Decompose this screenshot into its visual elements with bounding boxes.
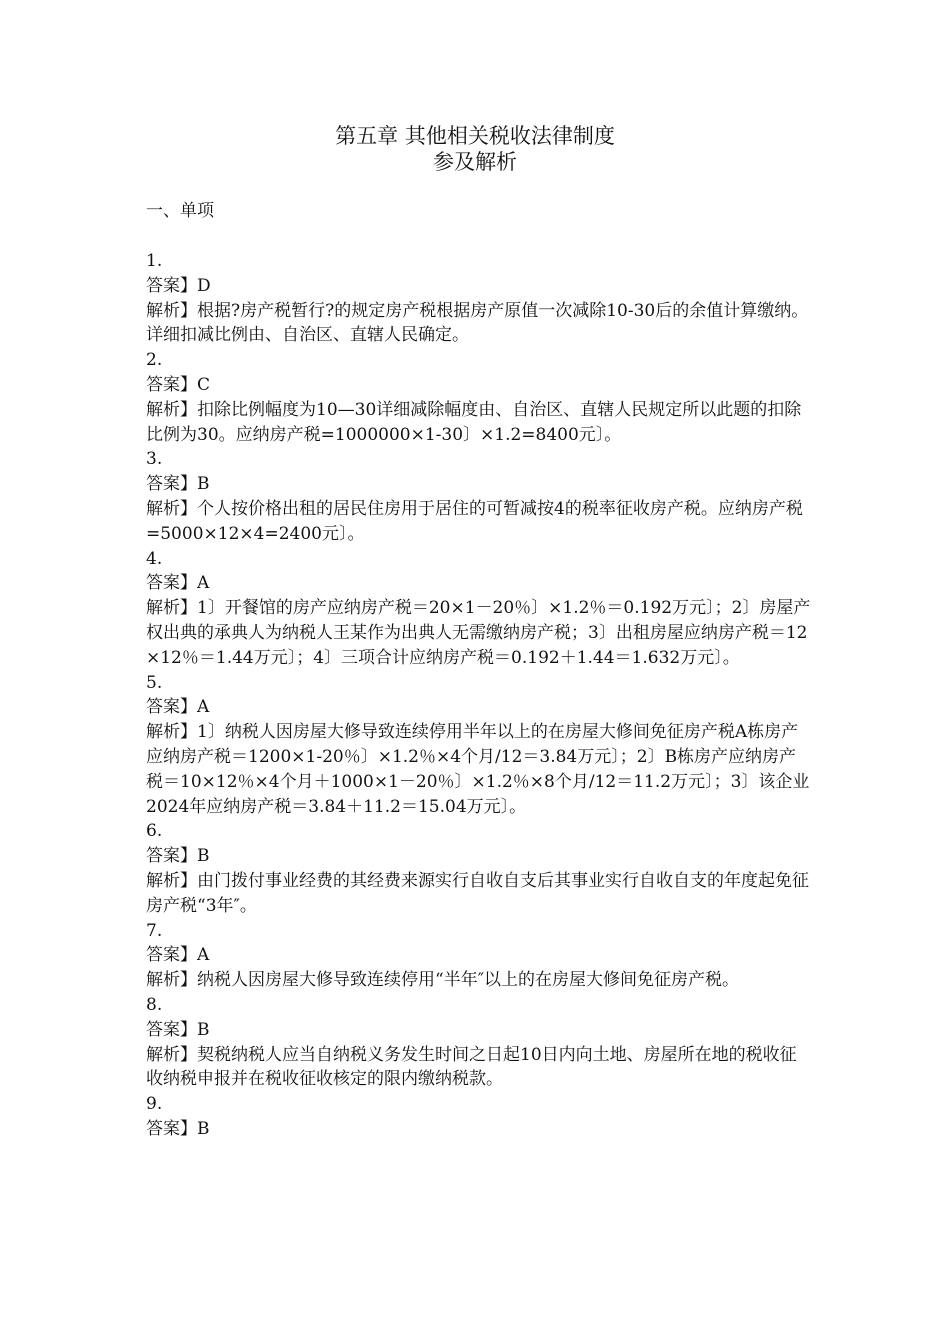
item-answer: 答案】A [146, 945, 210, 966]
item-number: 6. [146, 821, 163, 842]
item-answer: 答案】B [146, 474, 210, 495]
item-answer: 答案】B [146, 1118, 210, 1139]
item-analysis: 解析】契税纳税人应当自纳税义务发生时间之日起10日内向土地、房屋所在地的税收征收纳税申报并在税收征收核定的限内缴纳税款。 [146, 1044, 797, 1090]
answer-item-8 [146, 993, 811, 1092]
answer-item-2 [146, 348, 811, 447]
item-number: 9. [146, 1094, 163, 1115]
item-analysis: 解析】扣除比例幅度为10—30详细减除幅度由、自治区、直辖人民规定所以此题的扣除比例为30。应纳房产税=1000000×1-30〕×1.2=8400元〕。 [146, 399, 802, 445]
answer-item-9 [146, 1092, 811, 1142]
item-answer: 答案】A [146, 697, 210, 718]
item-number: 5. [146, 672, 163, 693]
answer-item-4 [146, 547, 811, 671]
item-number: 8. [146, 994, 163, 1015]
item-number: 3. [146, 449, 163, 470]
answer-item-6 [146, 819, 811, 918]
section-heading: 一、单项 [146, 201, 214, 221]
answer-item-3 [146, 447, 811, 546]
item-analysis: 解析】由门拨付事业经费的其经费来源实行自收自支后其事业实行自收自支的年度起免征房产税“3年″。 [146, 870, 809, 916]
item-analysis: 解析】1〕开餐馆的房产应纳房产税＝20×1－20％〕×1.2％＝0.192万元〕；2〕房屋产权出典的承典人为纳税人王某作为出典人无需缴纳房产税；3〕出租房屋应纳房产税＝12×12％＝1.44万元〕；4〕三项合计应纳房产税＝0.192＋1.44＝1.632万元〕。 [146, 598, 811, 668]
item-answer: 答案】B [146, 846, 210, 867]
item-analysis: 解析】根据?房产税暂行?的规定房产税根据房产原值一次减除10-30后的余值计算缴纳。详细扣减比例由、自治区、直辖人民确定。 [146, 300, 809, 346]
item-answer: 答案】B [146, 1019, 210, 1040]
item-analysis: 解析】个人按价格出租的居民住房用于居住的可暂减按4的税率征收房产税。应纳房产税=5000×12×4=2400元〕。 [146, 498, 803, 544]
document-subtitle: 参及解析 [433, 150, 517, 174]
item-analysis: 解析】纳税人因房屋大修导致连续停用“半年″以上的在房屋大修间免征房产税。 [146, 970, 740, 991]
item-number: 4. [146, 548, 163, 569]
item-analysis: 解析】1〕纳税人因房屋大修导致连续停用半年以上的在房屋大修间免征房产税A栋房产应纳房产税＝1200×1-20％〕×1.2％×4个月/12＝3.84万元〕；2〕B栋房产应纳房产税＝10×12％×4个月＋1000×1－20％〕×1.2％×8个月/12＝11.2万元〕；3〕该企业2024年应纳房产税＝3.84＋11.2＝15.04万元〕。 [146, 722, 810, 817]
item-answer: 答案】D [146, 275, 211, 296]
item-number: 2. [146, 350, 163, 371]
answer-item-7 [146, 919, 811, 993]
answer-item-5 [146, 671, 811, 820]
document-title: 第五章 其他相关税收法律制度 [335, 124, 615, 148]
item-number: 1. [146, 251, 163, 271]
item-number: 7. [146, 920, 163, 941]
answer-list [146, 249, 811, 1142]
item-answer: 答案】C [146, 374, 211, 395]
answer-item-1 [146, 249, 811, 348]
item-answer: 答案】A [146, 573, 210, 594]
